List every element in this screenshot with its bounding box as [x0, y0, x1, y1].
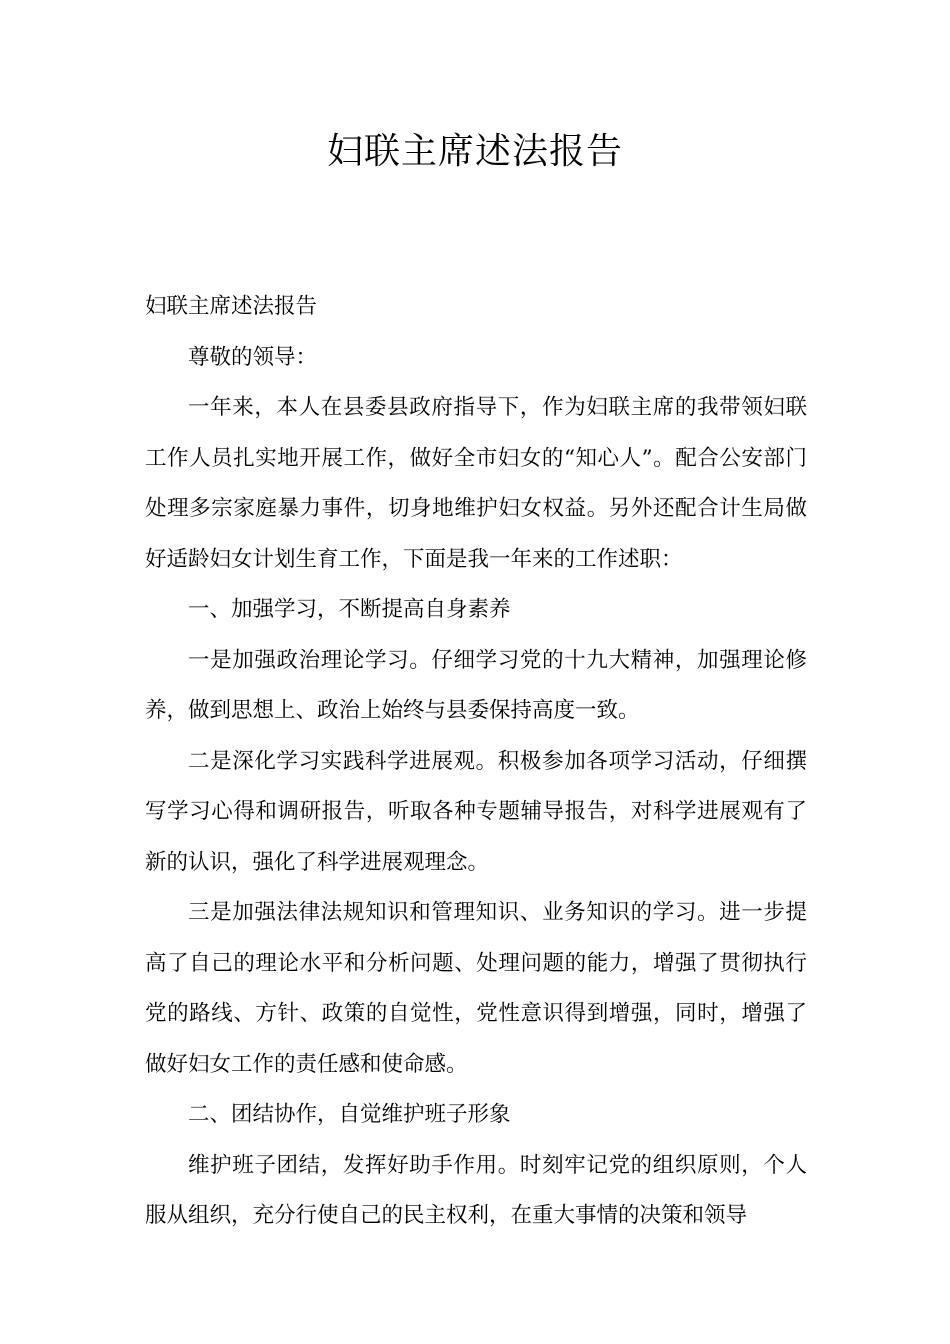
document-body [145, 282, 807, 1242]
paragraph: 三是加强法律法规知识和管理知识、业务知识的学习。进一步提高了自己的理论水平和分析问题、处理问题的能力，增强了贯彻执行党的路线、方针、政策的自觉性，党性意识得到增强，同时，增强了做好妇女工作的责任感和使命感。 [145, 900, 807, 1077]
paragraph: 一是加强政治理论学习。仔细学习党的十九大精神，加强理论修养，做到思想上、政治上始终与县委保持高度一致。 [145, 647, 807, 723]
document-title: 妇联主席述法报告 [326, 131, 623, 172]
paragraph: 维护班子团结，发挥好助手作用。时刻牢记党的组织原则，个人服从组织，充分行使自己的民主权利，在重大事情的决策和领导 [145, 1152, 807, 1228]
section-heading-1: 一、加强学习，不断提高自身素养 [188, 597, 511, 622]
paragraph: 二是深化学习实践科学进展观。积极参加各项学习活动，仔细撰写学习心得和调研报告，听取各种专题辅导报告，对科学进展观有了新的认识，强化了科学进展观理念。 [145, 748, 807, 875]
greeting: 尊敬的领导： [188, 344, 318, 370]
paragraph-intro: 一年来，本人在县委县政府指导下，作为妇联主席的我带领妇联工作人员扎实地开展工作，做好全市妇女的“知心人”。配合公安部门处理多宗家庭暴力事件，切身地维护妇女权益。另外还配合计生局做好适龄妇女计划生育工作，下面是我一年来的工作述职： [145, 395, 807, 572]
section-heading-2: 二、团结协作，自觉维护班子形象 [188, 1102, 511, 1127]
document-subtitle: 妇联主席述法报告 [145, 294, 318, 319]
